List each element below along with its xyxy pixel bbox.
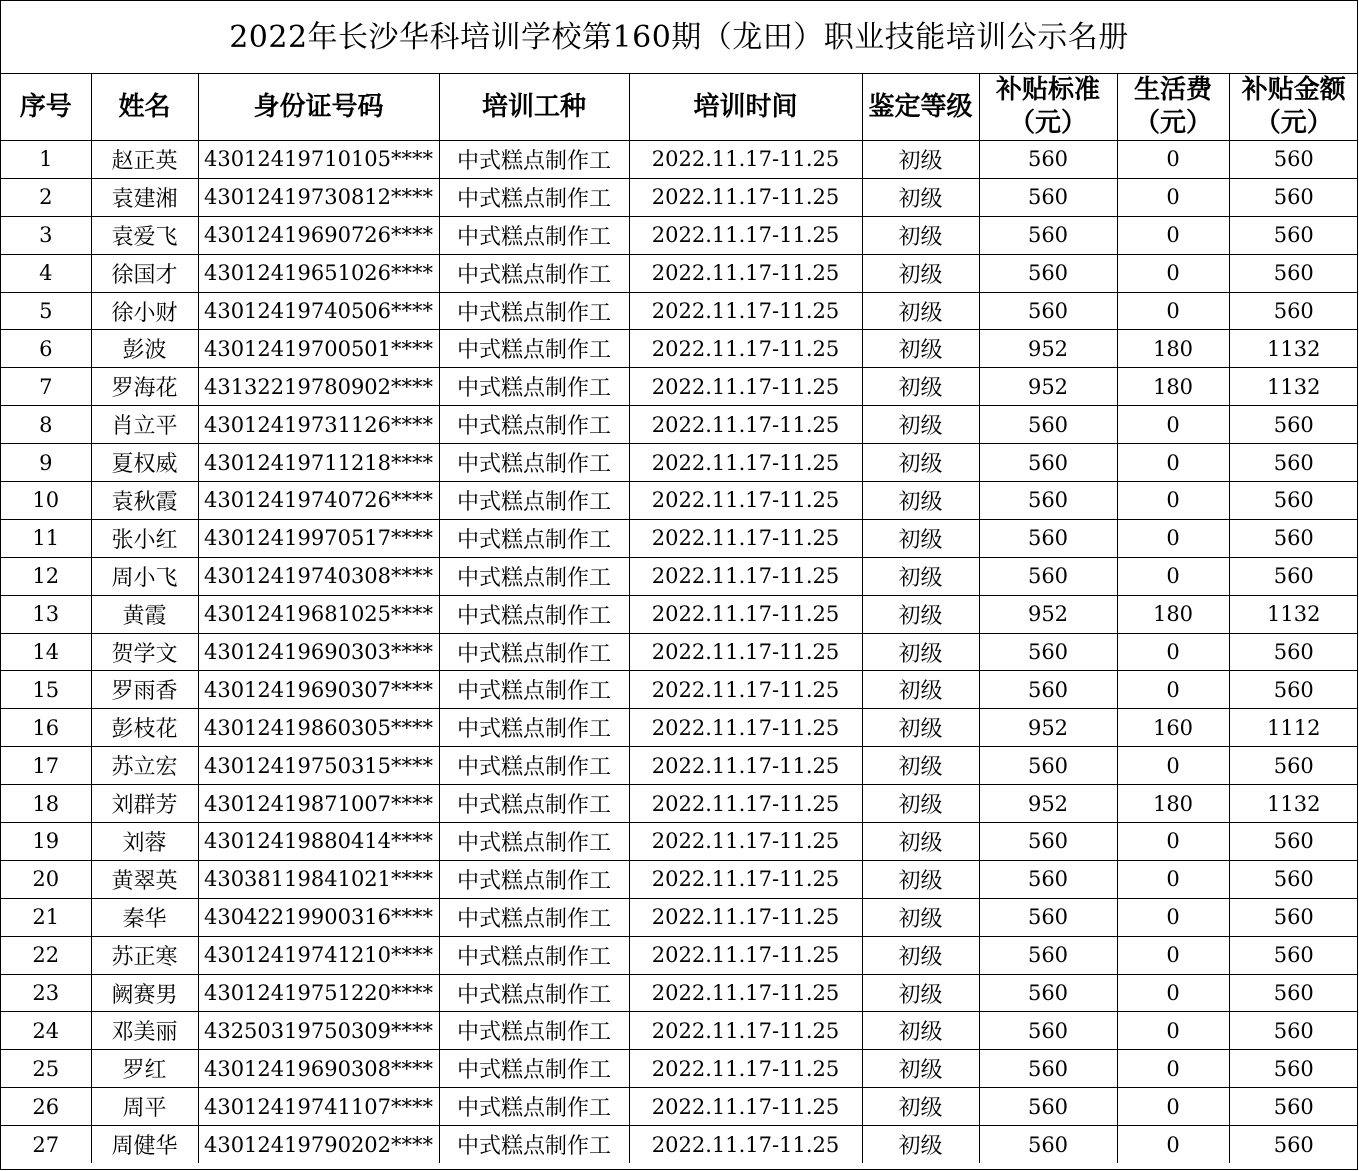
cell-seq: 15 <box>1 671 91 709</box>
cell-id-number: 43012419690303**** <box>198 633 439 671</box>
cell-subsidy-amount: 560 <box>1229 1050 1358 1088</box>
cell-trade: 中式糕点制作工 <box>439 482 629 520</box>
cell-living-allowance: 0 <box>1117 216 1229 254</box>
table-row <box>1 254 1358 292</box>
cell-living-allowance: 0 <box>1117 482 1229 520</box>
cell-id-number: 43012419871007**** <box>198 785 439 823</box>
cell-subsidy-amount: 560 <box>1229 519 1358 557</box>
table-row <box>1 823 1358 861</box>
cell-name: 周平 <box>91 1088 198 1126</box>
cell-id-number: 43132219780902**** <box>198 368 439 406</box>
cell-subsidy-standard: 560 <box>979 444 1117 482</box>
table-row <box>1 671 1358 709</box>
table-row <box>1 709 1358 747</box>
cell-subsidy-standard: 560 <box>979 671 1117 709</box>
cell-seq: 11 <box>1 519 91 557</box>
cell-seq: 26 <box>1 1088 91 1126</box>
cell-subsidy-amount: 560 <box>1229 1088 1358 1126</box>
cell-seq: 12 <box>1 557 91 595</box>
cell-subsidy-standard: 560 <box>979 1050 1117 1088</box>
cell-period: 2022.11.17-11.25 <box>629 1050 862 1088</box>
cell-seq: 23 <box>1 974 91 1012</box>
cell-id-number: 43012419681025**** <box>198 595 439 633</box>
cell-trade: 中式糕点制作工 <box>439 785 629 823</box>
cell-subsidy-standard: 560 <box>979 898 1117 936</box>
header-subsidy-standard-line1: 补贴标准 <box>995 75 1100 105</box>
cell-name: 周小飞 <box>91 557 198 595</box>
cell-subsidy-amount: 1132 <box>1229 595 1358 633</box>
table-row <box>1 936 1358 974</box>
header-subsidy-amount-line2: （元） <box>1254 108 1333 138</box>
cell-subsidy-amount: 560 <box>1229 860 1358 898</box>
cell-living-allowance: 0 <box>1117 254 1229 292</box>
cell-name: 罗红 <box>91 1050 198 1088</box>
cell-subsidy-standard: 560 <box>979 974 1117 1012</box>
cell-level: 初级 <box>862 254 979 292</box>
cell-living-allowance: 0 <box>1117 747 1229 785</box>
cell-period: 2022.11.17-11.25 <box>629 785 862 823</box>
cell-id-number: 43012419690726**** <box>198 216 439 254</box>
cell-period: 2022.11.17-11.25 <box>629 178 862 216</box>
cell-period: 2022.11.17-11.25 <box>629 254 862 292</box>
cell-name: 秦华 <box>91 898 198 936</box>
cell-subsidy-amount: 560 <box>1229 482 1358 520</box>
cell-living-allowance: 0 <box>1117 1012 1229 1050</box>
cell-seq: 22 <box>1 936 91 974</box>
cell-period: 2022.11.17-11.25 <box>629 216 862 254</box>
cell-level: 初级 <box>862 557 979 595</box>
table-row <box>1 785 1358 823</box>
cell-trade: 中式糕点制作工 <box>439 671 629 709</box>
cell-level: 初级 <box>862 936 979 974</box>
table-row <box>1 595 1358 633</box>
cell-level: 初级 <box>862 633 979 671</box>
cell-seq: 1 <box>1 141 91 179</box>
table-row <box>1 974 1358 1012</box>
cell-id-number: 43012419860305**** <box>198 709 439 747</box>
header-living-allowance-line2: （元） <box>1133 108 1212 138</box>
table-row <box>1 178 1358 216</box>
cell-trade: 中式糕点制作工 <box>439 747 629 785</box>
header-subsidy-standard-line2: （元） <box>1008 108 1087 138</box>
cell-subsidy-amount: 560 <box>1229 936 1358 974</box>
header-seq: 序号 <box>1 74 91 141</box>
table-row <box>1 444 1358 482</box>
cell-subsidy-amount: 560 <box>1229 898 1358 936</box>
cell-name: 邓美丽 <box>91 1012 198 1050</box>
cell-subsidy-amount: 560 <box>1229 292 1358 330</box>
cell-period: 2022.11.17-11.25 <box>629 368 862 406</box>
cell-period: 2022.11.17-11.25 <box>629 406 862 444</box>
cell-id-number: 43012419740308**** <box>198 557 439 595</box>
cell-id-number: 43012419880414**** <box>198 823 439 861</box>
cell-period: 2022.11.17-11.25 <box>629 1126 862 1163</box>
cell-living-allowance: 0 <box>1117 671 1229 709</box>
cell-name: 刘蓉 <box>91 823 198 861</box>
cell-trade: 中式糕点制作工 <box>439 178 629 216</box>
cell-level: 初级 <box>862 898 979 936</box>
cell-id-number: 43012419751220**** <box>198 974 439 1012</box>
cell-level: 初级 <box>862 1088 979 1126</box>
header-living-allowance <box>1117 74 1229 141</box>
cell-name: 彭枝花 <box>91 709 198 747</box>
cell-trade: 中式糕点制作工 <box>439 898 629 936</box>
table-row <box>1 1088 1358 1126</box>
cell-trade: 中式糕点制作工 <box>439 1012 629 1050</box>
cell-living-allowance: 180 <box>1117 595 1229 633</box>
cell-living-allowance: 0 <box>1117 292 1229 330</box>
header-subsidy-standard <box>979 74 1117 141</box>
cell-living-allowance: 160 <box>1117 709 1229 747</box>
cell-subsidy-standard: 560 <box>979 482 1117 520</box>
cell-seq: 4 <box>1 254 91 292</box>
cell-period: 2022.11.17-11.25 <box>629 1012 862 1050</box>
table-row <box>1 1126 1358 1163</box>
cell-level: 初级 <box>862 595 979 633</box>
cell-level: 初级 <box>862 823 979 861</box>
cell-subsidy-standard: 560 <box>979 519 1117 557</box>
cell-trade: 中式糕点制作工 <box>439 330 629 368</box>
header-subsidy-amount-line1: 补贴金额 <box>1241 75 1346 105</box>
cell-seq: 16 <box>1 709 91 747</box>
cell-subsidy-standard: 952 <box>979 330 1117 368</box>
cell-subsidy-standard: 952 <box>979 709 1117 747</box>
table-row <box>1 1012 1358 1050</box>
cell-period: 2022.11.17-11.25 <box>629 633 862 671</box>
cell-subsidy-amount: 560 <box>1229 141 1358 179</box>
cell-subsidy-amount: 560 <box>1229 254 1358 292</box>
cell-subsidy-standard: 560 <box>979 1088 1117 1126</box>
cell-name: 夏权威 <box>91 444 198 482</box>
cell-seq: 21 <box>1 898 91 936</box>
table-row <box>1 368 1358 406</box>
cell-subsidy-standard: 560 <box>979 254 1117 292</box>
cell-trade: 中式糕点制作工 <box>439 1088 629 1126</box>
table-row <box>1 898 1358 936</box>
table-row <box>1 292 1358 330</box>
roster-table <box>1 74 1358 1163</box>
cell-period: 2022.11.17-11.25 <box>629 595 862 633</box>
cell-subsidy-standard: 560 <box>979 1126 1117 1163</box>
cell-living-allowance: 0 <box>1117 633 1229 671</box>
cell-seq: 5 <box>1 292 91 330</box>
cell-name: 徐国才 <box>91 254 198 292</box>
cell-subsidy-standard: 952 <box>979 595 1117 633</box>
cell-living-allowance: 0 <box>1117 444 1229 482</box>
cell-trade: 中式糕点制作工 <box>439 709 629 747</box>
table-row <box>1 633 1358 671</box>
cell-level: 初级 <box>862 216 979 254</box>
cell-name: 周健华 <box>91 1126 198 1163</box>
cell-trade: 中式糕点制作工 <box>439 974 629 1012</box>
cell-living-allowance: 0 <box>1117 1088 1229 1126</box>
cell-subsidy-standard: 560 <box>979 1012 1117 1050</box>
header-subsidy-amount <box>1229 74 1358 141</box>
cell-period: 2022.11.17-11.25 <box>629 444 862 482</box>
cell-subsidy-amount: 560 <box>1229 216 1358 254</box>
cell-name: 肖立平 <box>91 406 198 444</box>
cell-living-allowance: 0 <box>1117 936 1229 974</box>
cell-trade: 中式糕点制作工 <box>439 1050 629 1088</box>
cell-level: 初级 <box>862 671 979 709</box>
cell-period: 2022.11.17-11.25 <box>629 974 862 1012</box>
cell-name: 苏正寒 <box>91 936 198 974</box>
cell-id-number: 43012419700501**** <box>198 330 439 368</box>
cell-period: 2022.11.17-11.25 <box>629 898 862 936</box>
page-title: 2022年长沙华科培训学校第160期（龙田）职业技能培训公示名册 <box>1 1 1357 74</box>
cell-trade: 中式糕点制作工 <box>439 368 629 406</box>
header-name: 姓名 <box>91 74 198 141</box>
cell-trade: 中式糕点制作工 <box>439 633 629 671</box>
cell-subsidy-standard: 560 <box>979 860 1117 898</box>
cell-period: 2022.11.17-11.25 <box>629 292 862 330</box>
cell-subsidy-amount: 1112 <box>1229 709 1358 747</box>
cell-name: 张小红 <box>91 519 198 557</box>
table-row <box>1 330 1358 368</box>
cell-name: 刘群芳 <box>91 785 198 823</box>
cell-level: 初级 <box>862 860 979 898</box>
table-row <box>1 519 1358 557</box>
cell-seq: 2 <box>1 178 91 216</box>
header-living-allowance-line1: 生活费 <box>1133 75 1212 105</box>
cell-period: 2022.11.17-11.25 <box>629 823 862 861</box>
cell-subsidy-amount: 560 <box>1229 557 1358 595</box>
cell-trade: 中式糕点制作工 <box>439 823 629 861</box>
cell-living-allowance: 0 <box>1117 557 1229 595</box>
cell-id-number: 43042219900316**** <box>198 898 439 936</box>
cell-level: 初级 <box>862 785 979 823</box>
cell-subsidy-standard: 560 <box>979 633 1117 671</box>
cell-level: 初级 <box>862 482 979 520</box>
cell-subsidy-amount: 560 <box>1229 747 1358 785</box>
cell-period: 2022.11.17-11.25 <box>629 709 862 747</box>
cell-id-number: 43012419750315**** <box>198 747 439 785</box>
cell-subsidy-standard: 560 <box>979 141 1117 179</box>
cell-subsidy-standard: 560 <box>979 557 1117 595</box>
header-level: 鉴定等级 <box>862 74 979 141</box>
cell-period: 2022.11.17-11.25 <box>629 747 862 785</box>
cell-id-number: 43012419741107**** <box>198 1088 439 1126</box>
table-row <box>1 141 1358 179</box>
cell-id-number: 43012419690308**** <box>198 1050 439 1088</box>
cell-subsidy-standard: 952 <box>979 785 1117 823</box>
cell-level: 初级 <box>862 1012 979 1050</box>
cell-name: 袁建湘 <box>91 178 198 216</box>
cell-id-number: 43012419710105**** <box>198 141 439 179</box>
cell-living-allowance: 0 <box>1117 1126 1229 1163</box>
cell-subsidy-amount: 560 <box>1229 406 1358 444</box>
cell-living-allowance: 0 <box>1117 519 1229 557</box>
cell-trade: 中式糕点制作工 <box>439 595 629 633</box>
cell-level: 初级 <box>862 141 979 179</box>
cell-seq: 8 <box>1 406 91 444</box>
cell-living-allowance: 0 <box>1117 860 1229 898</box>
cell-name: 罗海花 <box>91 368 198 406</box>
cell-trade: 中式糕点制作工 <box>439 254 629 292</box>
table-row <box>1 216 1358 254</box>
cell-trade: 中式糕点制作工 <box>439 141 629 179</box>
cell-period: 2022.11.17-11.25 <box>629 1088 862 1126</box>
cell-seq: 20 <box>1 860 91 898</box>
cell-seq: 14 <box>1 633 91 671</box>
cell-subsidy-amount: 560 <box>1229 974 1358 1012</box>
cell-living-allowance: 0 <box>1117 898 1229 936</box>
cell-id-number: 43012419731126**** <box>198 406 439 444</box>
cell-name: 罗雨香 <box>91 671 198 709</box>
cell-subsidy-standard: 952 <box>979 368 1117 406</box>
header-row <box>1 74 1358 141</box>
cell-name: 彭波 <box>91 330 198 368</box>
cell-id-number: 43012419690307**** <box>198 671 439 709</box>
cell-level: 初级 <box>862 974 979 1012</box>
table-row <box>1 747 1358 785</box>
cell-id-number: 43012419970517**** <box>198 519 439 557</box>
cell-trade: 中式糕点制作工 <box>439 519 629 557</box>
cell-subsidy-amount: 560 <box>1229 1012 1358 1050</box>
cell-id-number: 43038119841021**** <box>198 860 439 898</box>
header-id-number: 身份证号码 <box>198 74 439 141</box>
cell-subsidy-standard: 560 <box>979 747 1117 785</box>
cell-living-allowance: 180 <box>1117 368 1229 406</box>
cell-level: 初级 <box>862 747 979 785</box>
cell-id-number: 43012419730812**** <box>198 178 439 216</box>
cell-period: 2022.11.17-11.25 <box>629 671 862 709</box>
cell-period: 2022.11.17-11.25 <box>629 330 862 368</box>
cell-name: 袁爱飞 <box>91 216 198 254</box>
cell-seq: 3 <box>1 216 91 254</box>
table-row <box>1 482 1358 520</box>
cell-level: 初级 <box>862 709 979 747</box>
cell-name: 黄翠英 <box>91 860 198 898</box>
cell-living-allowance: 0 <box>1117 974 1229 1012</box>
cell-seq: 24 <box>1 1012 91 1050</box>
cell-subsidy-amount: 560 <box>1229 1126 1358 1163</box>
cell-period: 2022.11.17-11.25 <box>629 936 862 974</box>
cell-level: 初级 <box>862 444 979 482</box>
cell-id-number: 43250319750309**** <box>198 1012 439 1050</box>
cell-subsidy-standard: 560 <box>979 406 1117 444</box>
cell-subsidy-amount: 560 <box>1229 671 1358 709</box>
cell-living-allowance: 0 <box>1117 823 1229 861</box>
roster-body <box>1 141 1358 1164</box>
cell-living-allowance: 0 <box>1117 178 1229 216</box>
cell-living-allowance: 0 <box>1117 141 1229 179</box>
cell-trade: 中式糕点制作工 <box>439 557 629 595</box>
cell-trade: 中式糕点制作工 <box>439 216 629 254</box>
cell-id-number: 43012419711218**** <box>198 444 439 482</box>
cell-name: 徐小财 <box>91 292 198 330</box>
cell-living-allowance: 180 <box>1117 785 1229 823</box>
cell-level: 初级 <box>862 1126 979 1163</box>
cell-id-number: 43012419790202**** <box>198 1126 439 1163</box>
cell-seq: 9 <box>1 444 91 482</box>
cell-seq: 18 <box>1 785 91 823</box>
cell-living-allowance: 180 <box>1117 330 1229 368</box>
cell-subsidy-standard: 560 <box>979 292 1117 330</box>
table-row <box>1 406 1358 444</box>
cell-subsidy-amount: 1132 <box>1229 368 1358 406</box>
cell-subsidy-amount: 560 <box>1229 178 1358 216</box>
cell-id-number: 43012419741210**** <box>198 936 439 974</box>
cell-seq: 6 <box>1 330 91 368</box>
cell-level: 初级 <box>862 178 979 216</box>
cell-name: 赵正英 <box>91 141 198 179</box>
cell-period: 2022.11.17-11.25 <box>629 557 862 595</box>
cell-trade: 中式糕点制作工 <box>439 444 629 482</box>
cell-seq: 10 <box>1 482 91 520</box>
cell-period: 2022.11.17-11.25 <box>629 860 862 898</box>
cell-subsidy-amount: 1132 <box>1229 330 1358 368</box>
cell-period: 2022.11.17-11.25 <box>629 519 862 557</box>
cell-period: 2022.11.17-11.25 <box>629 141 862 179</box>
cell-subsidy-amount: 560 <box>1229 633 1358 671</box>
cell-name: 阙赛男 <box>91 974 198 1012</box>
cell-level: 初级 <box>862 330 979 368</box>
cell-trade: 中式糕点制作工 <box>439 1126 629 1163</box>
cell-level: 初级 <box>862 406 979 444</box>
cell-living-allowance: 0 <box>1117 1050 1229 1088</box>
cell-subsidy-standard: 560 <box>979 216 1117 254</box>
cell-trade: 中式糕点制作工 <box>439 292 629 330</box>
cell-id-number: 43012419651026**** <box>198 254 439 292</box>
cell-name: 苏立宏 <box>91 747 198 785</box>
table-row <box>1 860 1358 898</box>
cell-seq: 25 <box>1 1050 91 1088</box>
cell-seq: 7 <box>1 368 91 406</box>
cell-period: 2022.11.17-11.25 <box>629 482 862 520</box>
cell-level: 初级 <box>862 519 979 557</box>
cell-trade: 中式糕点制作工 <box>439 860 629 898</box>
cell-seq: 13 <box>1 595 91 633</box>
cell-subsidy-amount: 1132 <box>1229 785 1358 823</box>
header-period: 培训时间 <box>629 74 862 141</box>
cell-trade: 中式糕点制作工 <box>439 406 629 444</box>
cell-seq: 17 <box>1 747 91 785</box>
cell-subsidy-standard: 560 <box>979 178 1117 216</box>
cell-level: 初级 <box>862 1050 979 1088</box>
header-trade: 培训工种 <box>439 74 629 141</box>
cell-subsidy-amount: 560 <box>1229 444 1358 482</box>
cell-subsidy-standard: 560 <box>979 936 1117 974</box>
cell-name: 袁秋霞 <box>91 482 198 520</box>
table-row <box>1 1050 1358 1088</box>
cell-name: 黄霞 <box>91 595 198 633</box>
cell-trade: 中式糕点制作工 <box>439 936 629 974</box>
cell-subsidy-amount: 560 <box>1229 823 1358 861</box>
cell-seq: 27 <box>1 1126 91 1163</box>
cell-id-number: 43012419740726**** <box>198 482 439 520</box>
cell-name: 贺学文 <box>91 633 198 671</box>
cell-level: 初级 <box>862 292 979 330</box>
table-row <box>1 557 1358 595</box>
cell-level: 初级 <box>862 368 979 406</box>
cell-id-number: 43012419740506**** <box>198 292 439 330</box>
cell-living-allowance: 0 <box>1117 406 1229 444</box>
cell-seq: 19 <box>1 823 91 861</box>
cell-subsidy-standard: 560 <box>979 823 1117 861</box>
